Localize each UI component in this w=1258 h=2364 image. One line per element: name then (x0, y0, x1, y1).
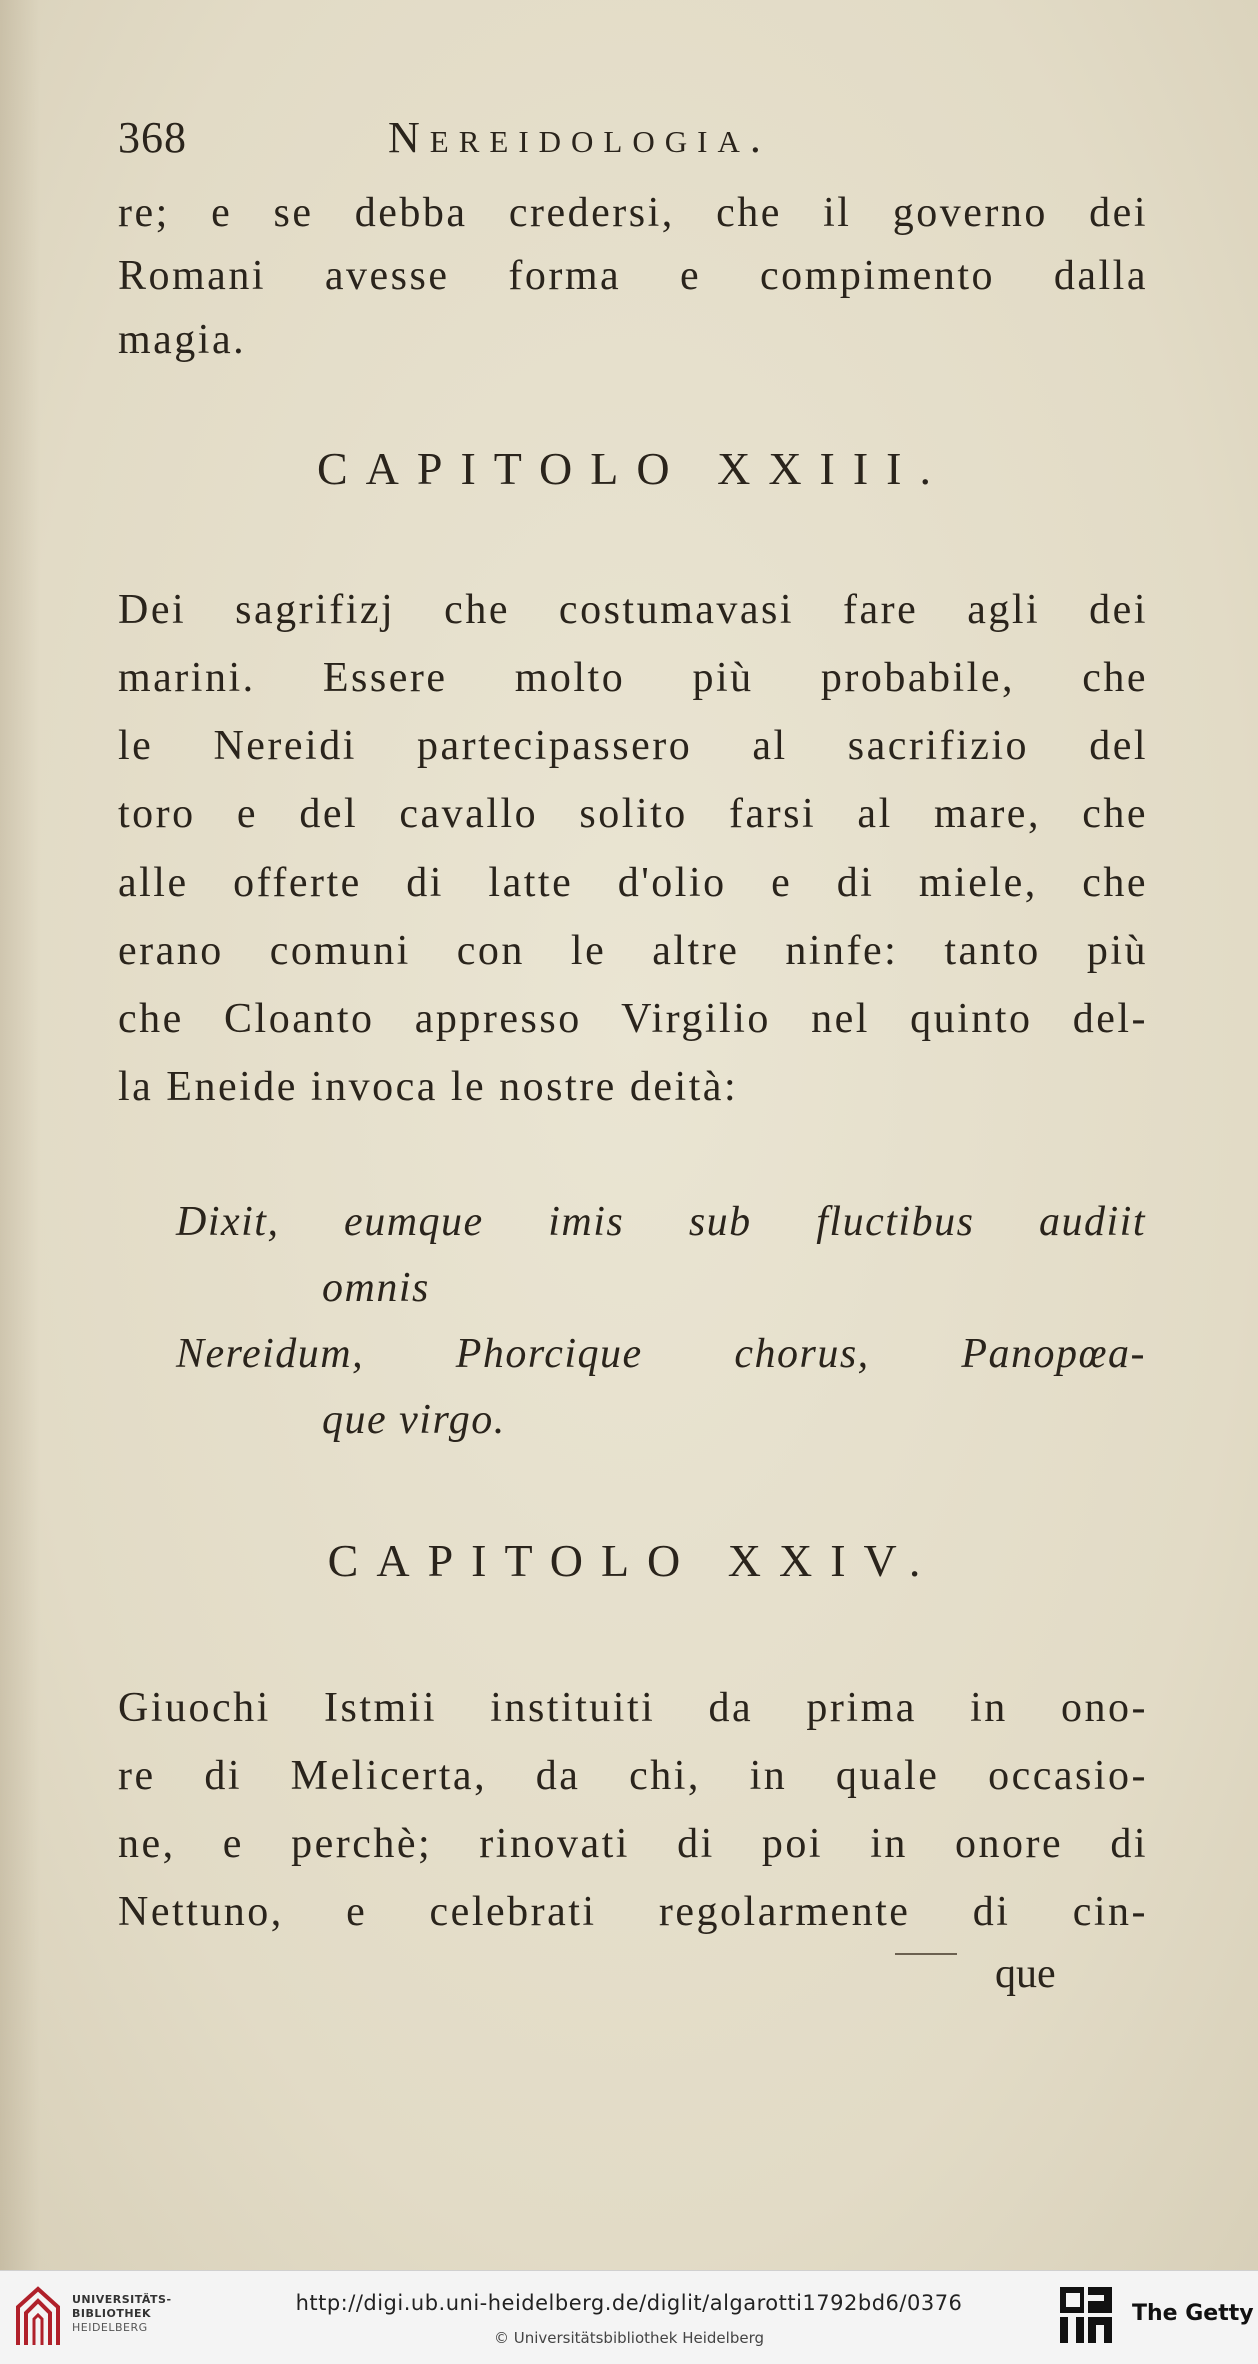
verse-line: Nereidum, Phorcique chorus, Panopœa- (176, 1331, 1146, 1377)
text-line: Dei sagrifizj che costumavasi fare agli dei (118, 587, 1148, 633)
text-line: Romani avesse forma e compimento dalla (118, 253, 1148, 299)
text-line: toro e del cavallo solito farsi al mare, che (118, 791, 1148, 837)
permalink-url[interactable]: http://digi.ub.uni-heidelberg.de/diglit/algarotti1792bd6/0376 (295, 2291, 963, 2315)
text-line: che Cloanto appresso Virgilio nel quinto del- (118, 996, 1148, 1042)
copyright-notice: © Universitätsbibliothek Heidelberg (493, 2329, 764, 2347)
text-line: le Nereidi partecipassero al sacrifizio del (118, 723, 1148, 769)
verse-line: Dixit, eumque imis sub fluctibus audiit (176, 1199, 1146, 1245)
library-name-line: UNIVERSITÄTS- (72, 2293, 172, 2306)
page-number: 368 (118, 113, 187, 162)
catchword-rule (895, 1953, 957, 1955)
text-line: magia. (118, 317, 247, 363)
running-title: Nereidologia. (388, 113, 771, 162)
getty-logo-icon (1058, 2285, 1114, 2347)
verse-line: omnis (322, 1265, 430, 1311)
chapter-heading-24: CAPITOLO XXIV. (327, 1535, 939, 1586)
text-line: alle offerte di latte d'olio e di miele, che (118, 860, 1148, 906)
text-line: la Eneide invoca le nostre deità: (118, 1064, 739, 1110)
text-line: re di Melicerta, da chi, in quale occasio- (118, 1753, 1148, 1799)
footer-bar (0, 2270, 1258, 2364)
text-line: ne, e perchè; rinovati di poi in onore di (118, 1821, 1148, 1867)
chapter-heading-23: CAPITOLO XXIII. (316, 443, 949, 494)
text-line: Nettuno, e celebrati regolarmente di cin- (118, 1889, 1148, 1935)
text-line: erano comuni con le altre ninfe: tanto più (118, 928, 1148, 974)
text-line: re; e se debba credersi, che il governo dei (118, 190, 1148, 236)
verse-line: que virgo. (322, 1397, 506, 1443)
library-name-line: BIBLIOTHEK (72, 2307, 152, 2320)
running-head (118, 112, 1148, 168)
library-name-line: HEIDELBERG (72, 2321, 148, 2334)
text-line: marini. Essere molto più probabile, che (118, 655, 1148, 701)
catchword: que (995, 1951, 1056, 1997)
text-line: Giuochi Istmii instituiti da prima in ono- (118, 1685, 1148, 1731)
getty-label: The Getty (1132, 2301, 1254, 2326)
